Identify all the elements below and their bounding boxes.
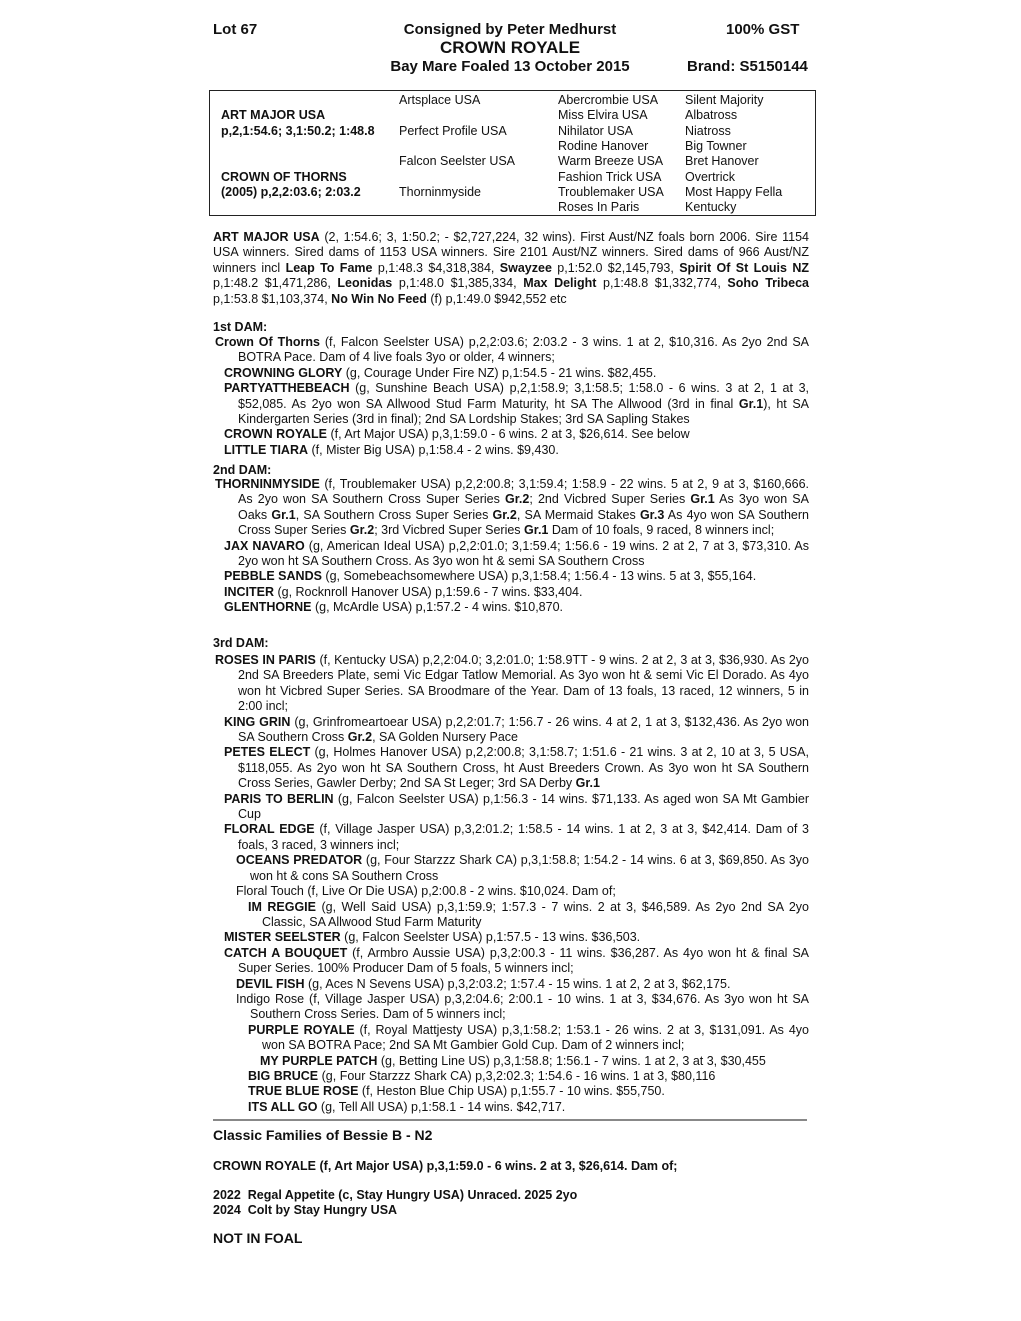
- pedigree-entry: [213, 822, 809, 853]
- entry-details: (g, Betting Line US) p,3,1:58.8; 1:56.1 - 7 wins. 1 at 2, 3 at 3, $30,455: [377, 1053, 766, 1068]
- entry-horse-name: IM REGGIE: [248, 899, 316, 914]
- sire-summary: [213, 230, 809, 307]
- dam-heading: 3rd DAM:: [213, 636, 269, 650]
- entry-horse-name: PARIS TO BERLIN: [224, 791, 334, 806]
- pedigree-great-grandparent: Rodine Hanover: [558, 139, 649, 153]
- horse-description: Bay Mare Foaled 13 October 2015: [390, 58, 630, 75]
- pedigree-entry: [213, 335, 809, 366]
- pedigree-entry: [213, 992, 809, 1023]
- pedigree-grandparent: Perfect Profile USA: [399, 124, 507, 138]
- pedigree-entry: [213, 977, 809, 992]
- pedigree-entry: [213, 715, 809, 746]
- pedigree-entry: [213, 900, 809, 931]
- lot-number: Lot 67: [213, 21, 258, 38]
- pedigree-entry: [213, 946, 809, 977]
- pedigree-entry: [213, 930, 809, 945]
- horse-name-bold: Leap To Fame: [285, 260, 373, 275]
- family-title: Classic Families of Bessie B - N2: [213, 1127, 433, 1143]
- pedigree-g3: Big Towner: [685, 139, 747, 153]
- foal-record: 2024 Colt by Stay Hungry USA: [213, 1203, 398, 1217]
- entry-horse-name: DEVIL FISH: [236, 976, 305, 991]
- entry-details: (f, Village Jasper USA) p,3,2:01.2; 1:58.5 - 14 wins. 1 at 2, 3 at 3, $42,414. Dam of 3 foals, 3 raced, 3 winners incl;: [238, 822, 809, 852]
- entry-details: (g, Grinfromeartoear USA) p,2,2:01.7; 1:56.7 - 26 wins. 4 at 2, 1 at 3, $132,436. As 2yo won SA Southern Cross Gr.2, SA Golden Nursery Pace: [238, 714, 809, 745]
- entry-details: (f, Troublemaker USA) p,2,2:00.8; 3,1:59.4; 1:58.9 - 22 wins. 5 at 2, 9 at 3, $160,666. As 2yo won SA Southern Cross Super Series Gr.2; 2nd Vicbred Super Series Gr.1 As 3yo won SA Oaks Gr.1, SA Southern Cross Super Series Gr.2, SA Mermaid Stakes Gr.3 As 4yo won SA Southern Cross Super Series Gr.2; 3rd Vicbred Super Series Gr.1 Dam of 10 foals, 9 raced, 8 winners incl;: [238, 477, 809, 538]
- pedigree-entry: [213, 1069, 809, 1084]
- entry-horse-name: PURPLE ROYALE: [248, 1022, 355, 1037]
- sire-paragraph: [213, 230, 809, 307]
- gst-label: 100% GST: [726, 21, 800, 38]
- entry-horse-name: BIG BRUCE: [248, 1068, 319, 1083]
- pedigree-great-grandparent: Warm Breeze USA: [558, 154, 664, 168]
- pedigree-grandparent: Thorninmyside: [399, 185, 481, 199]
- paragraph-text: (f) p,1:49.0 $942,552 etc: [426, 291, 567, 306]
- pedigree-great-grandparent: Troublemaker USA: [558, 185, 664, 199]
- brand: Brand: S5150144: [687, 58, 808, 75]
- pedigree-dam-record: (2005) p,2,2:03.6; 2:03.2: [221, 185, 361, 199]
- pedigree-g3: Most Happy Fella: [685, 185, 783, 199]
- entry-details: Indigo Rose (f, Village Jasper USA) p,3,2:04.6; 2:00.1 - 10 wins. 1 at 3, $34,676. As 3yo won ht SA Southern Cross Series. Dam of 5 winners incl;: [236, 991, 809, 1022]
- pedigree-g3: Kentucky: [685, 200, 737, 214]
- pedigree-great-grandparent: Abercrombie USA: [558, 93, 659, 107]
- pedigree-sire: ART MAJOR USA: [221, 108, 326, 122]
- second-dam-section: [213, 477, 809, 616]
- entry-horse-name: MY PURPLE PATCH: [260, 1053, 378, 1068]
- entry-details: (g, Tell All USA) p,1:58.1 - 14 wins. $42,717.: [317, 1099, 566, 1114]
- pedigree-entry: [213, 792, 809, 823]
- pedigree-entry: [213, 427, 809, 442]
- paragraph-text: (2, 1:54.6; 3, 1:50.2; - $2,727,224, 32 wins). First Aust/NZ foals born 2006. Sire 1154 USA winners. Sired dams of 1153 USA winners. Sire 2101 Aust/NZ winners. Sired dams of 966 Aust/NZ winners incl: [213, 230, 809, 275]
- entry-horse-name: THORNINMYSIDE: [215, 477, 320, 491]
- horse-name-bold: Spirit Of St Louis NZ: [679, 260, 809, 275]
- entry-details: (f, Royal Mattjesty USA) p,3,1:58.2; 1:53.1 - 26 wins. 2 at 3, $131,091. As 4yo won SA BOTRA Pace; 2nd SA Mt Gambier Gold Cup. Dam of 2 winners incl;: [262, 1022, 809, 1053]
- family-summary: CROWN ROYALE (f, Art Major USA) p,3,1:59.0 - 6 wins. 2 at 3, $26,614. Dam of;: [213, 1159, 678, 1173]
- pedigree-entry: [213, 1100, 809, 1115]
- first-dam-section: [213, 335, 809, 458]
- pedigree-entry: [213, 1084, 809, 1099]
- entry-details: (f, Kentucky USA) p,2,2:04.0; 3,2:01.0; 1:58.9TT - 9 wins. 2 at 2, 3 at 3, $36,930. As 2yo 2nd SA Breeders Plate, semi Vic Edgar Tatlow Memorial. As 3yo won ht & semi Vic El Dorado. As 4yo won ht Vicbred Super Series. SA Broodmare of the Year. Dam of 13 foals, 13 raced, 12 winners, 5 in 2:00 incl;: [238, 653, 809, 714]
- entry-horse-name: JAX NAVARO: [224, 538, 305, 553]
- pedigree-entry: [213, 853, 809, 884]
- pedigree-entry: [213, 366, 809, 381]
- third-dam-section: [213, 653, 809, 1115]
- entry-horse-name: FLORAL EDGE: [224, 822, 315, 837]
- pedigree-entry: [213, 745, 809, 791]
- entry-details: (g, Four Starzzz Shark CA) p,3,1:58.8; 1:54.2 - 14 wins. 6 at 3, $69,850. As 3yo won ht & cons SA Southern Cross: [250, 853, 809, 883]
- entry-horse-name: CATCH A BOUQUET: [224, 945, 348, 960]
- pedigree-g3: Silent Majority: [685, 93, 764, 107]
- pedigree-entry: [213, 443, 809, 458]
- entry-details: (g, American Ideal USA) p,2,2:01.0; 3,1:59.4; 1:56.6 - 19 wins. 2 at 2, 7 at 3, $73,310. As 2yo won ht SA Southern Cross. As 3yo won ht & semi SA Southern Cross: [238, 538, 810, 569]
- pedigree-g3: Niatross: [685, 124, 731, 138]
- horse-name-bold: Leonidas: [337, 276, 393, 291]
- entry-details: (g, Somebeachsomewhere USA) p,3,1:58.4; 1:56.4 - 13 wins. 5 at 3, $55,164.: [321, 569, 757, 584]
- entry-details: (g, Aces N Sevens USA) p,3,2:03.2; 1:57.4 - 15 wins. 1 at 2, 2 at 3, $62,175.: [304, 976, 731, 991]
- entry-horse-name: CROWN ROYALE: [224, 427, 328, 442]
- horse-name-bold: ART MAJOR USA: [213, 230, 320, 244]
- consignor: Consigned by Peter Medhurst: [403, 21, 617, 38]
- entry-horse-name: ROSES IN PARIS: [215, 653, 316, 667]
- pedigree-g3: Overtrick: [685, 170, 735, 184]
- entry-details: (g, Well Said USA) p,3,1:59.9; 1:57.3 - 7 wins. 2 at 3, $46,589. As 2yo 2nd SA 2yo Classic, SA Allwood Stud Farm Maturity: [262, 899, 809, 929]
- paragraph-text: p,1:53.8 $1,103,374,: [213, 291, 332, 306]
- entry-details: (g, Courage Under Fire NZ) p,1:54.5 - 21 wins. $82,455.: [342, 365, 657, 380]
- entry-horse-name: PARTYATTHEBEACH: [224, 381, 350, 396]
- entry-details: (f, Falcon Seelster USA) p,2,2:03.6; 2:03.2 - 3 wins. 1 at 2, $10,316. As 2yo 2nd SA BOTRA Pace. Dam of 4 live foals 3yo or older, 4 winners;: [238, 335, 810, 365]
- entry-details: (f, Mister Big USA) p,1:58.4 - 2 wins. $9,430.: [308, 442, 559, 457]
- entry-horse-name: CROWNING GLORY: [224, 365, 343, 380]
- entry-horse-name: INCITER: [224, 584, 274, 599]
- pedigree-dam: CROWN OF THORNS: [221, 170, 347, 184]
- entry-details: (g, Falcon Seelster USA) p,1:56.3 - 14 wins. $71,133. As aged won SA Mt Gambier Cup: [238, 791, 809, 822]
- pedigree-grandparent: Artsplace USA: [399, 93, 481, 107]
- horse-name-bold: Swayzee: [499, 260, 552, 275]
- entry-details: (g, Sunshine Beach USA) p,2,1:58.9; 3,1:58.5; 1:58.0 - 6 wins. 3 at 2, 1 at 3, $52,085. As 2yo won SA Allwood Stud Farm Maturity, ht SA The Allwood (3rd in final Gr.1), ht SA Kindergarten Series (3rd in final); 2nd SA Lordship Stakes; 3rd SA Sapling Stakes: [238, 381, 809, 427]
- entry-details: (g, Holmes Hanover USA) p,2,2:00.8; 3,1:58.7; 1:51.6 - 21 wins. 3 at 2, 10 at 3, 5 USA, $118,055. As 2yo won ht SA Southern Cross, ht Aust Breeders Crown. As 3yo won ht SA Southern Cross Series, Gawler Derby; 2nd SA St Leger; 3rd SA Derby Gr.1: [238, 745, 809, 791]
- entry-horse-name: PETES ELECT: [224, 745, 311, 760]
- horse-name-bold: Max Delight: [523, 276, 597, 291]
- pedigree-great-grandparent: Nihilator USA: [558, 124, 634, 138]
- entry-horse-name: TRUE BLUE ROSE: [248, 1084, 359, 1099]
- entry-horse-name: OCEANS PREDATOR: [236, 853, 363, 868]
- entry-horse-name: Crown Of Thorns: [215, 335, 320, 349]
- entry-details: (g, Rocknroll Hanover USA) p,1:59.6 - 7 wins. $33,404.: [274, 584, 583, 599]
- pedigree-great-grandparent: Fashion Trick USA: [558, 170, 662, 184]
- pedigree-great-grandparent: Miss Elvira USA: [558, 108, 648, 122]
- paragraph-text: p,1:52.0 $2,145,793,: [551, 260, 680, 275]
- entry-horse-name: LITTLE TIARA: [224, 442, 309, 457]
- pedigree-table: [209, 90, 816, 216]
- entry-horse-name: GLENTHORNE: [224, 600, 312, 615]
- divider: [213, 1119, 807, 1121]
- foal-record: 2022 Regal Appetite (c, Stay Hungry USA) Unraced. 2025 2yo: [213, 1188, 578, 1202]
- pedigree-entry: [213, 539, 809, 570]
- foal-status: NOT IN FOAL: [213, 1230, 303, 1246]
- pedigree-great-grandparent: Roses In Paris: [558, 200, 640, 214]
- horse-name-bold: No Win No Feed: [331, 291, 427, 306]
- pedigree-entry: [213, 477, 809, 539]
- dam-heading: 2nd DAM:: [213, 463, 272, 477]
- horse-name: CROWN ROYALE: [439, 38, 581, 57]
- entry-horse-name: ITS ALL GO: [248, 1099, 318, 1114]
- pedigree-entry: [213, 884, 809, 899]
- pedigree-sire-record: p,2,1:54.6; 3,1:50.2; 1:48.8: [221, 124, 375, 138]
- entry-details: (g, Four Starzzz Shark CA) p,3,2:02.3; 1:54.6 - 16 wins. 1 at 3, $80,116: [318, 1068, 716, 1083]
- pedigree-entry: [213, 1023, 809, 1054]
- entry-details: (f, Heston Blue Chip USA) p,1:55.7 - 10 wins. $55,750.: [358, 1084, 665, 1099]
- entry-details: (g, McArdle USA) p,1:57.2 - 4 wins. $10,870.: [311, 600, 564, 615]
- pedigree-g3: Albatross: [685, 108, 738, 122]
- pedigree-g3: Bret Hanover: [685, 154, 759, 168]
- paragraph-text: p,1:48.3 $4,318,384,: [372, 260, 500, 275]
- entry-details: (f, Armbro Aussie USA) p,3,2:00.3 - 11 wins. $36,287. As 4yo won ht & final SA Super Series. 100% Producer Dam of 5 foals, 5 winners incl;: [238, 945, 809, 976]
- entry-details: Floral Touch (f, Live Or Die USA) p,2:00.8 - 2 wins. $10,024. Dam of;: [236, 884, 616, 899]
- pedigree-grandparent: Falcon Seelster USA: [399, 154, 516, 168]
- entry-horse-name: MISTER SEELSTER: [224, 930, 341, 945]
- dam-heading: 1st DAM:: [213, 320, 268, 334]
- entry-details: (g, Falcon Seelster USA) p,1:57.5 - 13 wins. $36,503.: [340, 930, 641, 945]
- pedigree-entry: [213, 585, 809, 600]
- horse-name-bold: Soho Tribeca: [727, 276, 809, 291]
- paragraph-text: p,1:48.8 $1,332,774,: [596, 276, 728, 291]
- pedigree-entry: [213, 653, 809, 715]
- entry-details: (f, Art Major USA) p,3,1:59.0 - 6 wins. 2 at 3, $26,614. See below: [327, 427, 690, 442]
- entry-horse-name: PEBBLE SANDS: [224, 569, 322, 584]
- paragraph-text: p,1:48.2 $1,471,286,: [213, 276, 338, 291]
- entry-horse-name: KING GRIN: [224, 714, 291, 729]
- pedigree-entry: [213, 569, 809, 584]
- pedigree-entry: [213, 381, 809, 427]
- pedigree-entry: [213, 600, 809, 615]
- paragraph-text: p,1:48.0 $1,385,334,: [392, 276, 524, 291]
- pedigree-entry: [213, 1054, 809, 1069]
